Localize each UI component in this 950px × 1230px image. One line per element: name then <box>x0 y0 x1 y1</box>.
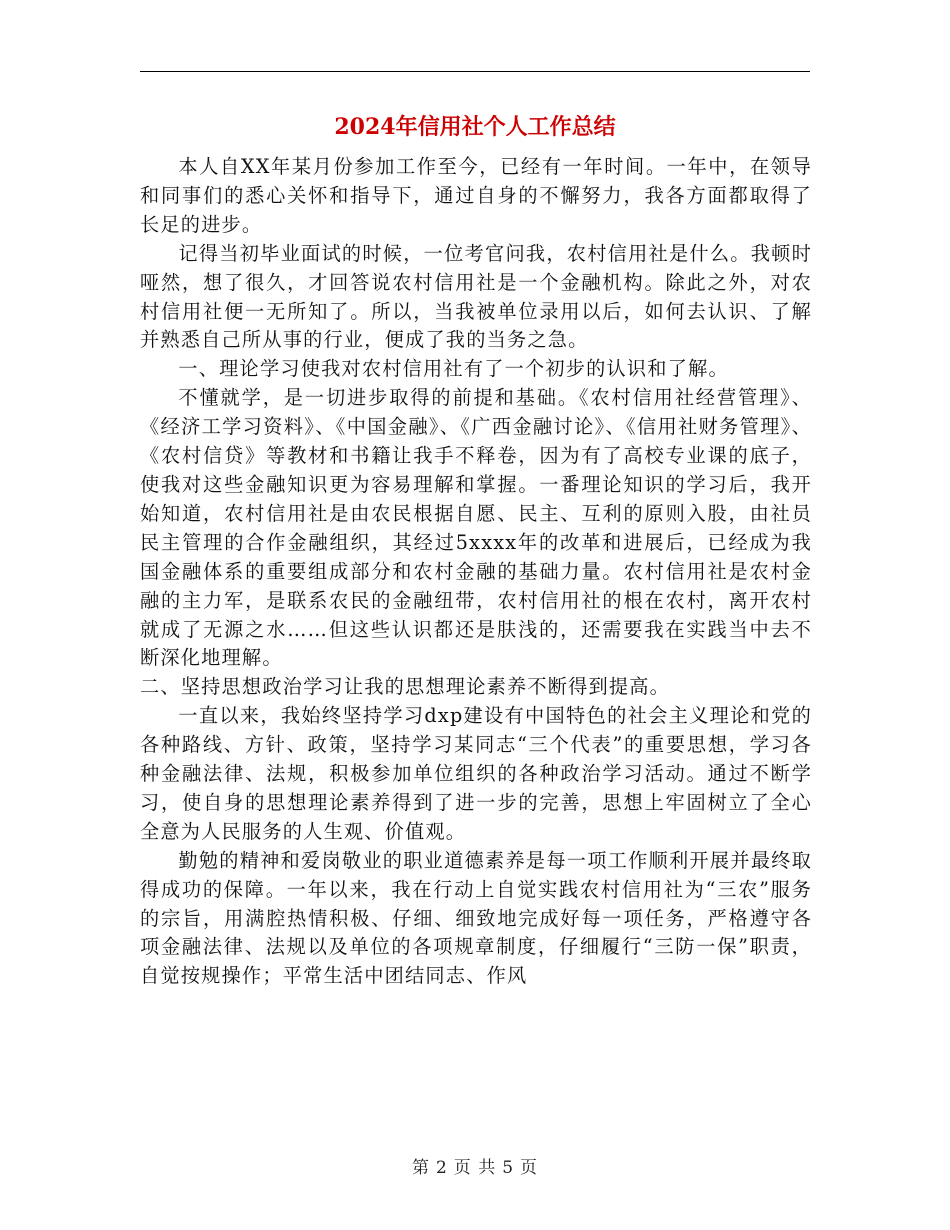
current-page-number: 2 <box>435 1158 448 1178</box>
document-title: 2024年信用社个人工作总结 <box>334 114 616 140</box>
page-footer <box>140 1153 810 1178</box>
paragraph-intro: 本人自XX年某月份参加工作至今，已经有一年时间。一年中，在领导和同事们的悉心关怀和指导下，通过自身的不懈努力，我各方面都取得了长足的进步。 <box>140 155 812 236</box>
document-body <box>140 153 812 991</box>
paragraph-politics: 一直以来，我始终坚持学习dxp建设有中国特色的社会主义理论和党的各种路线、方针、政策，坚持学习某同志“三个代表”的重要思想，学习各种金融法律、法规，积极参加单位组织的各种政治学习活动。通过不断学习，使自身的思想理论素养得到了进一步的完善，思想上牢固树立了全心全意为人民服务的人生观、价值观。 <box>140 704 812 843</box>
page-label-prefix: 第 <box>411 1158 430 1178</box>
paragraph-interview: 记得当初毕业面试的时候，一位考官问我，农村信用社是什么。我顿时哑然，想了很久，才回答说农村信用社是一个金融机构。除此之外，对农村信用社便一无所知了。所以，当我被单位录用以后，如何去认识、了解并熟悉自己所从事的行业，便成了我的当务之急。 <box>140 241 812 352</box>
page-label-mid: 页 共 <box>453 1158 497 1178</box>
paragraph-diligence: 勤勉的精神和爱岗敬业的职业道德素养是每一项工作顺利开展并最终取得成功的保障。一年以来，我在行动上自觉实践农村信用社为“三农”服务的宗旨，用满腔热情积极、仔细、细致地完成好每一项任务，严格遵守各项金融法律、法规以及单位的各项规章制度，仔细履行“三防一保”职责，自觉按规操作；平常生活中团结同志、作风 <box>140 848 812 988</box>
total-pages-number: 5 <box>502 1158 515 1178</box>
section-heading-politics: 二、坚持思想政治学习让我的思想理论素养不断得到提高。 <box>140 675 671 699</box>
page-label-suffix: 页 <box>520 1158 539 1178</box>
paragraph-theory: 不懂就学，是一切进步取得的前提和基础。《农村信用社经营管理》、《经济工学习资料》、《中国金融》、《广西金融讨论》、《信用社财务管理》、《农村信贷》等教材和书籍让我手不释卷，因为有了高校专业课的底子，使我对这些金融知识更为容易理解和掌握。一番理论知识的学习后，我开始知道，农村信用社是由农民根据自愿、民主、互利的原则入股，由社员民主管理的合作金融组织，其经过5xxxx年的改革和进展后，已经成为我国金融体系的重要组成部分和农村金融的基础力量。农村信用社是农村金融的主力军，是联系农民的金融纽带，农村信用社的根在农村，离开农村就成了无源之水……但这些认识都还是肤浅的，还需要我在实践当中去不断深化地理解。 <box>140 386 812 670</box>
header-rule <box>140 71 810 72</box>
section-heading-theory: 一、理论学习使我对农村信用社有了一个初步的认识和了解。 <box>178 357 729 381</box>
